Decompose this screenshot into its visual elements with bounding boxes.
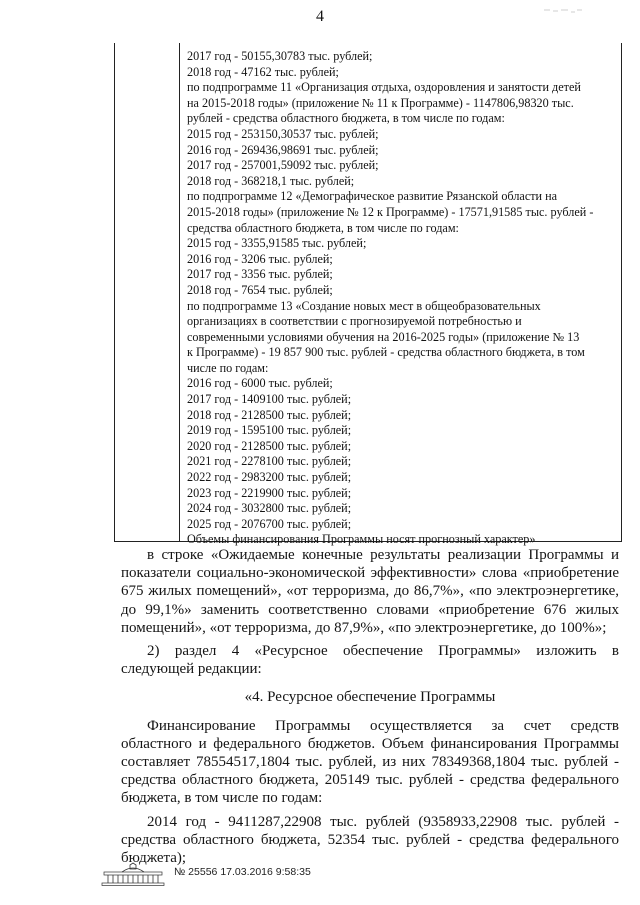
body-line: составляет 78554517,1804 тыс. рублей, из них 78349368,1804 тыс. рублей - [121,754,619,771]
section-heading: «4. Ресурсное обеспечение Программы [244,689,496,706]
table-line: 2017 год - 1409100 тыс. рублей; [187,392,352,407]
table-line: 2017 год - 50155,30783 тыс. рублей; [187,49,373,63]
table-line: 2016 год - 6000 тыс. рублей; [187,376,333,391]
table-line: 2018 год - 7654 тыс. рублей; [187,282,333,297]
body-line: в строке «Ожидаемые конечные результаты реализации Программы и [147,547,619,563]
body-line: помещений», «от терроризма, до 87,9%», «по электроэнергетике, до 100%»; [121,619,607,636]
table-line: организациях в соответствии с прогнозируемой потребностью и [187,314,522,329]
table-line: 2017 год - 3356 тыс. рублей; [187,267,333,282]
table-line: средства областного бюджета, в том числе по годам: [187,220,459,235]
government-building-stamp-icon [100,862,166,888]
page-number: 4 [316,8,324,25]
body-line: Финансирование Программы осуществляется за счет средств [147,717,619,734]
table-line: на 2015-2018 годы» (приложение № 11 к Программе) - 1147806,98320 тыс. [187,95,574,110]
table-line: 2025 год - 2076700 тыс. рублей; [187,516,352,531]
document-body [121,546,619,867]
table-line: по подпрограмме 11 «Организация отдыха, оздоровления и занятости детей [187,80,581,95]
table-line: 2017 год - 257001,59092 тыс. рублей; [187,158,379,173]
table-line: к Программе) - 19 857 900 тыс. рублей - средства областного бюджета, в том [187,345,585,360]
table-line: по подпрограмме 12 «Демографическое развитие Рязанской области на [187,189,558,204]
body-line: бюджета, в том числе по годам: [121,790,323,807]
body-line: показатели социально-экономической эффективности» слова «приобретение [121,565,619,582]
paragraph-section-4-intro [121,642,619,678]
table-line: 2022 год - 2983200 тыс. рублей; [187,470,352,485]
scan-marks [544,6,582,16]
body-line: 2) раздел 4 «Ресурсное обеспечение Программы» изложить в [147,643,619,660]
body-line: средства областного бюджета, 205149 тыс. рублей - средства федерального [121,772,619,789]
table-line: Объемы финансирования Программы носят прогнозный характер» [187,532,536,547]
table-line: 2015-2018 годы» (приложение № 12 к Программе) - 17571,91585 тыс. рублей - [187,204,594,219]
program-table [114,43,622,547]
table-line: 2018 год - 368218,1 тыс. рублей; [187,173,355,188]
body-line: областного и федерального бюджетов. Объем финансирования Программы [121,735,619,752]
table-line: 2019 год - 1595100 тыс. рублей; [187,423,352,438]
table-line: 2016 год - 3206 тыс. рублей; [187,251,333,266]
body-line: средства областного бюджета, 52354 тыс. рублей - средства федерального [121,831,619,848]
table-line: 2018 год - 2128500 тыс. рублей; [187,407,352,422]
table-line: по подпрограмме 13 «Создание новых мест в общеобразовательных [187,298,541,313]
table-line: рублей - средства областного бюджета, в том числе по годам: [187,111,505,126]
table-line: 2020 год - 2128500 тыс. рублей; [187,438,352,453]
footer-doc-number: № 25556 [174,866,218,878]
table-line: 2018 год - 47162 тыс. рублей; [187,64,339,79]
footer-timestamp: 17.03.2016 9:58:35 [220,866,311,878]
footer-registration [174,866,311,878]
body-line: 675 жилых помещений», «от терроризма, до 86,7%», «по электроэнергетике, [121,583,619,600]
table-cell-content [187,49,617,548]
body-line: следующей редакции: [121,661,262,678]
table-line: 2024 год - 3032800 тыс. рублей; [187,501,352,516]
body-line: до 99,1%» заменить соответственно словами «приобретение 676 жилых [121,601,619,618]
table-line: числе по годам: [187,360,269,375]
body-line: 2014 год - 9411287,22908 тыс. рублей (9358933,22908 тыс. рублей - [147,813,619,830]
table-line: 2016 год - 269436,98691 тыс. рублей; [187,142,379,157]
paragraph-amendment-results [121,546,619,637]
paragraph-financing [121,717,619,808]
table-line: 2015 год - 253150,30537 тыс. рублей; [187,126,379,141]
table-line: современными условиями обучения на 2016-2025 годы» (приложение № 13 [187,329,580,344]
table-line: 2015 год - 3355,91585 тыс. рублей; [187,236,367,251]
table-line: 2023 год - 2219900 тыс. рублей; [187,485,352,500]
paragraph-2014 [121,813,619,868]
table-column-divider [179,43,180,541]
table-line: 2021 год - 2278100 тыс. рублей; [187,454,352,469]
body-line: бюджета); [121,850,187,867]
